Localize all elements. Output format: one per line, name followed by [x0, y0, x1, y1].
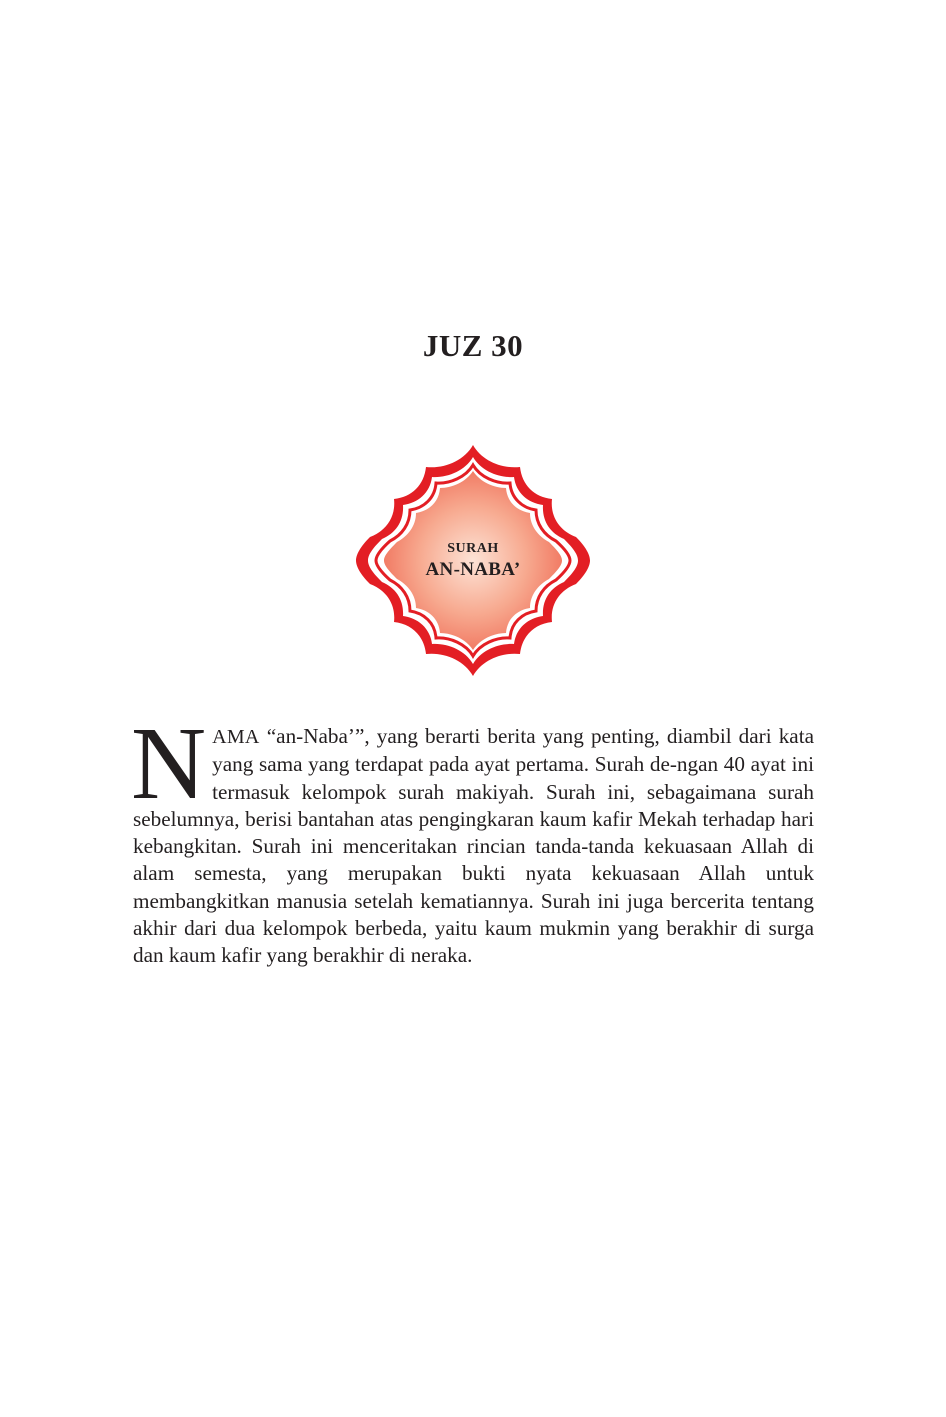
surah-emblem — [354, 443, 592, 678]
emblem-label — [354, 443, 592, 678]
lead-word: AMA — [212, 726, 260, 748]
emblem-label-name: AN-NABA’ — [425, 558, 521, 580]
intro-text: “an-Naba’”, yang berarti berita yang penting, diambil dari kata yang sama yang terdapat pada ayat pertama. Surah de-ngan 40 ayat ini termasuk kelompok surah makiyah. Surah ini, sebagaimana surah sebelumnya, berisi bantahan atas pengingkaran kaum kafir Mekah terhadap hari kebangkitan. Surah ini menceritakan rincian tanda-tanda kekuasaan Allah di alam semesta, yang merupakan bukti nyata kekuasaan Allah untuk membangkitkan manusia setelah kematiannya. Surah ini juga bercerita tentang akhir dari dua kelompok berbeda, yaitu kaum mukmin yang berakhir di surga dan kaum kafir yang berakhir di neraka. — [133, 724, 814, 968]
emblem-label-surah: SURAH — [447, 540, 499, 556]
drop-cap: N — [131, 706, 207, 821]
intro-paragraph — [131, 706, 814, 970]
juz-title: JUZ 30 — [422, 328, 524, 363]
